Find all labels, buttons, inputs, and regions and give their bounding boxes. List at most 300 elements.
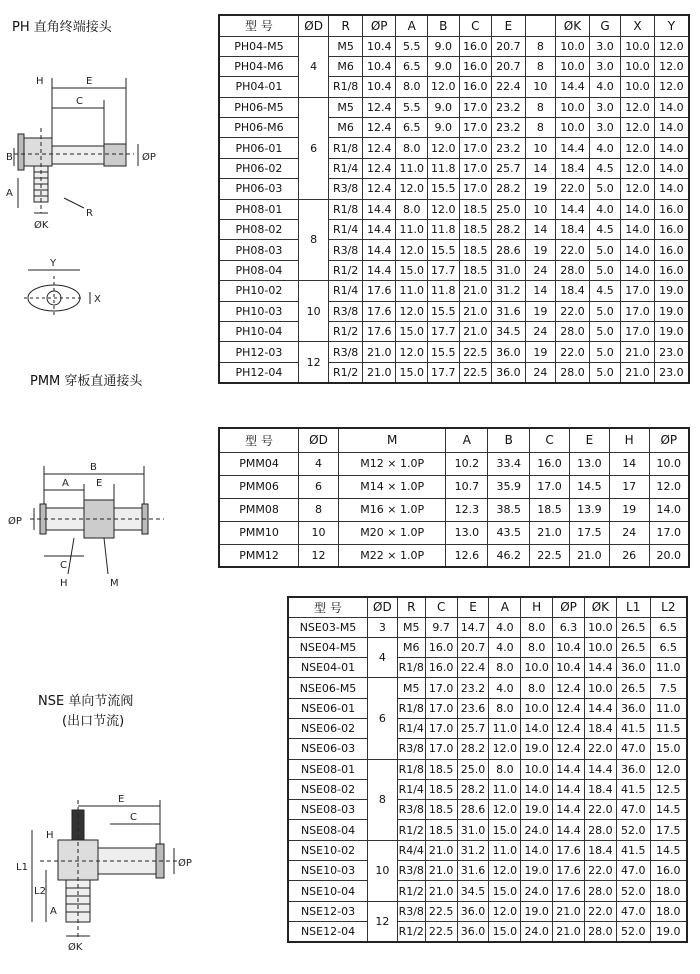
ph-table-row	[219, 301, 689, 321]
ph-table-cell: R1/4	[329, 220, 363, 240]
ph-table-cell: 19.0	[654, 281, 689, 301]
ph-table-cell: 14	[525, 281, 556, 301]
pmm-table-cell: 10.2	[446, 452, 488, 475]
nse-table-cell: 18.4	[584, 779, 616, 799]
ph-table-cell: 34.5	[492, 321, 526, 341]
nse-table-cell: 17.6	[553, 840, 585, 860]
pmm-header-cell: ØD	[299, 428, 339, 452]
nse-table-cell: 10.4	[553, 637, 585, 657]
ph-header-cell	[525, 15, 556, 36]
ph-table-cell: 28.2	[492, 220, 526, 240]
ph-od-cell: 8	[298, 199, 329, 281]
nse-table-row	[288, 840, 687, 860]
nse-table-cell: 18.5	[425, 759, 457, 779]
nse-table-cell: 21.0	[425, 881, 457, 901]
pmm-table-cell: 26	[609, 544, 649, 567]
nse-table-cell: 21.0	[425, 861, 457, 881]
ph-table-cell: 18.5	[459, 220, 492, 240]
ph-label-c: C	[76, 96, 83, 107]
ph-table-cell: 10.0	[621, 56, 655, 76]
nse-table-cell: 14.5	[650, 840, 687, 860]
pmm-table-cell: 35.9	[488, 475, 530, 498]
nse-table-cell: 24.0	[521, 881, 553, 901]
ph-table-cell: 21.0	[459, 301, 492, 321]
ph-table-row	[219, 97, 689, 117]
nse-table-cell: 28.0	[584, 820, 616, 840]
ph-table-cell: PH08-02	[219, 220, 298, 240]
ph-table-row	[219, 77, 689, 97]
nse-table-cell: 4.0	[489, 637, 521, 657]
nse-table-cell: 14.4	[553, 759, 585, 779]
nse-table-cell: 16.0	[425, 658, 457, 678]
nse-header-cell: A	[489, 597, 521, 617]
ph-table-cell: 5.0	[589, 342, 621, 362]
pmm-fitting-drawing	[4, 456, 204, 596]
nse-table-cell: 4.0	[489, 678, 521, 698]
ph-table-cell: 12.4	[362, 179, 396, 199]
ph-table-cell: PH06-M6	[219, 118, 298, 138]
ph-table-row	[219, 118, 689, 138]
ph-label-r: R	[86, 208, 93, 219]
nse-table-cell: 28.2	[457, 739, 489, 759]
ph-table-cell: 18.4	[556, 281, 590, 301]
pmm-table-cell: 12.6	[446, 544, 488, 567]
ph-table-cell: 9.0	[428, 36, 460, 56]
nse-table-cell: 17.0	[425, 718, 457, 738]
ph-table-cell: 31.6	[492, 301, 526, 321]
pmm-label-b: B	[90, 462, 97, 473]
ph-table-cell: 14.0	[654, 118, 689, 138]
nse-table-cell: 7.5	[650, 678, 687, 698]
ph-table-cell: 12.0	[396, 301, 428, 321]
ph-table-cell: 15.5	[428, 179, 460, 199]
ph-label-e: E	[86, 76, 93, 87]
nse-table-cell: 8.0	[521, 617, 553, 637]
ph-table-cell: 9.0	[428, 56, 460, 76]
nse-table-cell: 34.5	[457, 881, 489, 901]
ph-table-cell: 22.0	[556, 342, 590, 362]
ph-od-cell: 10	[298, 281, 329, 342]
ph-table-cell: 12.4	[362, 97, 396, 117]
nse-table-cell: NSE08-04	[288, 820, 368, 840]
pmm-table-cell: M14 × 1.0P	[338, 475, 446, 498]
ph-table-cell: 19	[525, 179, 556, 199]
pmm-table-cell: 17.0	[649, 521, 689, 544]
nse-table-cell: 6.5	[650, 617, 687, 637]
ph-table-cell: 9.0	[428, 118, 460, 138]
ph-table-cell: 8.0	[396, 77, 428, 97]
ph-table-cell: 12.0	[396, 179, 428, 199]
ph-table-cell: 24	[525, 362, 556, 382]
nse-label-l1: L1	[16, 862, 28, 873]
ph-table-cell: 14.4	[556, 138, 590, 158]
nse-header-cell: L2	[650, 597, 687, 617]
nse-header-cell: ØP	[553, 597, 585, 617]
nse-table-cell: 6.5	[650, 637, 687, 657]
pmm-table-cell: 10	[299, 521, 339, 544]
nse-table-cell: 6.3	[553, 617, 585, 637]
nse-table-cell: 12.5	[650, 779, 687, 799]
ph-table-cell: 4.0	[589, 138, 621, 158]
nse-table-cell: 18.0	[650, 881, 687, 901]
ph-table-cell: 24	[525, 260, 556, 280]
ph-table-cell: 14.0	[654, 179, 689, 199]
nse-table-cell: NSE10-03	[288, 861, 368, 881]
ph-table-cell: 8.0	[396, 199, 428, 219]
nse-table-cell: 16.0	[650, 861, 687, 881]
ph-table-cell: R1/8	[329, 138, 363, 158]
nse-table-cell: R3/8	[397, 800, 425, 820]
ph-table-cell: 14.0	[654, 138, 689, 158]
nse-table-cell: 8.0	[521, 678, 553, 698]
nse-table-cell: M5	[397, 678, 425, 698]
nse-table-cell: 28.0	[584, 921, 616, 941]
pmm-table-cell: 38.5	[488, 498, 530, 521]
ph-table-cell: 4.5	[589, 158, 621, 178]
ph-table-cell: 12.0	[654, 77, 689, 97]
nse-label-k: ØK	[68, 942, 83, 953]
pmm-table-cell: 14	[609, 452, 649, 475]
ph-table-cell: 17.7	[428, 260, 460, 280]
pmm-table-cell: 46.2	[488, 544, 530, 567]
ph-table-cell: 15.0	[396, 362, 428, 382]
nse-table-cell: 12.0	[650, 759, 687, 779]
nse-table-cell: 22.0	[584, 901, 616, 921]
ph-table-cell: 8	[525, 118, 556, 138]
ph-od-cell: 6	[298, 97, 329, 199]
ph-table-cell: 12.0	[621, 97, 655, 117]
nse-table-cell: 28.6	[457, 800, 489, 820]
pmm-table-row	[219, 452, 689, 475]
pmm-table-cell: 14.5	[569, 475, 609, 498]
nse-table-cell: 15.0	[489, 820, 521, 840]
ph-table-cell: 11.0	[396, 158, 428, 178]
nse-section-title: NSE 单向节流阀	[38, 694, 134, 709]
nse-table-cell: 47.0	[616, 901, 650, 921]
ph-table-cell: PH08-04	[219, 260, 298, 280]
nse-table-row	[288, 678, 687, 698]
ph-table-cell: 12.0	[621, 158, 655, 178]
ph-table-cell: R1/2	[329, 362, 363, 382]
ph-table-cell: 19	[525, 342, 556, 362]
pmm-header-cell: 型 号	[219, 428, 299, 452]
ph-header-cell: G	[589, 15, 621, 36]
nse-table-cell: 21.0	[425, 840, 457, 860]
pmm-table-cell: 13.9	[569, 498, 609, 521]
ph-table-cell: 15.0	[396, 260, 428, 280]
ph-table-cell: R1/8	[329, 77, 363, 97]
ph-table-cell: 20.7	[492, 36, 526, 56]
pmm-spec-table	[218, 427, 690, 568]
pmm-header-cell: A	[446, 428, 488, 452]
nse-table-row	[288, 637, 687, 657]
nse-table-cell: R1/8	[397, 658, 425, 678]
ph-table-cell: 12.0	[396, 240, 428, 260]
nse-table-row	[288, 901, 687, 921]
pmm-table-cell: 33.4	[488, 452, 530, 475]
nse-table-cell: 18.5	[425, 800, 457, 820]
ph-table-cell: 15.0	[396, 321, 428, 341]
nse-table-cell: R3/8	[397, 739, 425, 759]
pmm-label-h: H	[60, 578, 68, 589]
ph-table-cell: 19	[525, 240, 556, 260]
nse-table-row	[288, 800, 687, 820]
nse-table-cell: 17.5	[650, 820, 687, 840]
nse-table-cell: 16.0	[425, 637, 457, 657]
nse-table-cell: 36.0	[616, 759, 650, 779]
ph-header-cell: ØP	[362, 15, 396, 36]
ph-table-cell: 12.0	[654, 36, 689, 56]
ph-table-cell: 16.0	[654, 220, 689, 240]
nse-table-cell: 23.2	[457, 678, 489, 698]
nse-table-cell: 10.0	[584, 678, 616, 698]
nse-table-cell: 11.0	[489, 840, 521, 860]
ph-table-cell: 21.0	[459, 281, 492, 301]
ph-table-cell: 3.0	[589, 118, 621, 138]
ph-table-cell: 12.0	[621, 138, 655, 158]
nse-table-cell: 15.0	[489, 881, 521, 901]
ph-table-row	[219, 362, 689, 382]
pmm-table-cell: 43.5	[488, 521, 530, 544]
nse-label-h: H	[46, 830, 54, 841]
ph-table-cell: 9.0	[428, 97, 460, 117]
nse-table-row	[288, 779, 687, 799]
ph-fitting-drawing	[4, 48, 194, 378]
ph-table-cell: 18.4	[556, 220, 590, 240]
nse-table-cell: 21.0	[553, 901, 585, 921]
pmm-table-cell: M12 × 1.0P	[338, 452, 446, 475]
pmm-table-cell: 13.0	[569, 452, 609, 475]
nse-table-cell: 8.0	[489, 698, 521, 718]
ph-table-cell: 17.0	[459, 138, 492, 158]
pmm-table-row	[219, 521, 689, 544]
ph-table-cell: PH06-02	[219, 158, 298, 178]
pmm-header-cell: E	[569, 428, 609, 452]
pmm-header-cell: C	[530, 428, 570, 452]
pmm-table-cell: PMM04	[219, 452, 299, 475]
ph-table-cell: 21.0	[621, 362, 655, 382]
ph-table-cell: PH08-01	[219, 199, 298, 219]
nse-table-cell: 11.5	[650, 718, 687, 738]
ph-table-cell: M5	[329, 36, 363, 56]
ph-table-cell: 10.0	[556, 118, 590, 138]
ph-table-cell: M5	[329, 97, 363, 117]
nse-table-cell: 17.0	[425, 678, 457, 698]
ph-table-cell: 14.4	[362, 199, 396, 219]
ph-table-cell: 10	[525, 77, 556, 97]
ph-table-cell: 4.0	[589, 199, 621, 219]
nse-header-cell: 型 号	[288, 597, 368, 617]
ph-table-cell: 15.5	[428, 240, 460, 260]
ph-table-cell: 21.0	[459, 321, 492, 341]
ph-label-x: X	[94, 294, 101, 305]
ph-table-cell: 22.0	[556, 179, 590, 199]
nse-table-cell: 18.5	[425, 820, 457, 840]
pmm-table-cell: 21.0	[530, 521, 570, 544]
pmm-table-cell: 12.3	[446, 498, 488, 521]
ph-table-cell: 18.5	[459, 199, 492, 219]
pmm-table-cell: 22.5	[530, 544, 570, 567]
nse-table-cell: 14.0	[521, 779, 553, 799]
ph-table-cell: PH10-04	[219, 321, 298, 341]
pmm-table-cell: 17.5	[569, 521, 609, 544]
nse-table-cell: 14.5	[650, 800, 687, 820]
nse-valve-drawing	[10, 790, 210, 970]
nse-table-cell: 14.4	[553, 779, 585, 799]
pmm-table-cell: M20 × 1.0P	[338, 521, 446, 544]
nse-table-cell: M6	[397, 637, 425, 657]
nse-table-cell: 26.5	[616, 617, 650, 637]
nse-table-cell: NSE08-02	[288, 779, 368, 799]
ph-table-cell: 17.0	[621, 321, 655, 341]
nse-table-cell: R1/8	[397, 759, 425, 779]
ph-table-cell: 18.4	[556, 158, 590, 178]
nse-table-cell: 9.7	[425, 617, 457, 637]
ph-table-cell: 5.0	[589, 301, 621, 321]
ph-table-cell: 28.2	[492, 179, 526, 199]
nse-table-cell: 24.0	[521, 921, 553, 941]
nse-label-l2: L2	[34, 886, 46, 897]
pmm-header-cell: B	[488, 428, 530, 452]
ph-section-title: PH 直角终端接头	[12, 20, 112, 35]
ph-table-cell: 22.0	[556, 301, 590, 321]
ph-table-cell: 19.0	[654, 301, 689, 321]
ph-table-row	[219, 36, 689, 56]
ph-table-row	[219, 240, 689, 260]
nse-label-e: E	[118, 794, 125, 805]
ph-table-cell: 10.4	[362, 56, 396, 76]
nse-table-cell: NSE06-M5	[288, 678, 368, 698]
ph-table-cell: 15.5	[428, 301, 460, 321]
nse-table-cell: 26.5	[616, 678, 650, 698]
nse-table-cell: NSE10-02	[288, 840, 368, 860]
ph-table-cell: PH04-01	[219, 77, 298, 97]
nse-table-cell: 11.0	[489, 779, 521, 799]
nse-table-row	[288, 617, 687, 637]
nse-label-c: C	[130, 812, 137, 823]
nse-table-cell: 10.0	[584, 617, 616, 637]
nse-table-cell: R1/4	[397, 718, 425, 738]
pmm-table-cell: 12	[299, 544, 339, 567]
ph-table-cell: 21.0	[621, 342, 655, 362]
nse-table-cell: R1/8	[397, 698, 425, 718]
nse-table-row	[288, 718, 687, 738]
ph-table-cell: R1/8	[329, 199, 363, 219]
ph-table-cell: 22.4	[492, 77, 526, 97]
nse-table-cell: 31.2	[457, 840, 489, 860]
ph-table-cell: PH08-03	[219, 240, 298, 260]
nse-table-cell: 41.5	[616, 718, 650, 738]
ph-table-cell: 5.0	[589, 179, 621, 199]
ph-table-cell: 17.6	[362, 281, 396, 301]
ph-label-a: A	[6, 188, 13, 199]
ph-header-cell: X	[621, 15, 655, 36]
pmm-table-cell: 17	[609, 475, 649, 498]
nse-header-cell: E	[457, 597, 489, 617]
nse-table-cell: 14.4	[553, 820, 585, 840]
nse-table-cell: 17.0	[425, 739, 457, 759]
ph-table-cell: 28.6	[492, 240, 526, 260]
ph-table-row	[219, 199, 689, 219]
ph-table-cell: 12.4	[362, 118, 396, 138]
ph-table-cell: 16.0	[459, 36, 492, 56]
ph-table-cell: 14.0	[621, 260, 655, 280]
pmm-table-cell: 8	[299, 498, 339, 521]
ph-table-cell: 17.0	[459, 179, 492, 199]
nse-table-cell: NSE06-03	[288, 739, 368, 759]
ph-table-cell: 23.0	[654, 342, 689, 362]
nse-table-row	[288, 739, 687, 759]
pmm-table-cell: PMM06	[219, 475, 299, 498]
nse-table-cell: NSE10-04	[288, 881, 368, 901]
nse-header-cell: ØK	[584, 597, 616, 617]
ph-table-cell: 22.0	[556, 240, 590, 260]
ph-table-cell: 23.2	[492, 97, 526, 117]
ph-table-cell: R1/4	[329, 281, 363, 301]
ph-table-cell: 4.5	[589, 220, 621, 240]
nse-table-cell: R1/4	[397, 779, 425, 799]
ph-table-cell: 14.4	[362, 240, 396, 260]
ph-table-cell: 10.0	[556, 36, 590, 56]
nse-table-cell: 12.4	[553, 739, 585, 759]
nse-header-cell: H	[521, 597, 553, 617]
ph-table-cell: 23.2	[492, 138, 526, 158]
nse-table-cell: NSE06-02	[288, 718, 368, 738]
ph-table-cell: 3.0	[589, 36, 621, 56]
nse-table-cell: NSE08-01	[288, 759, 368, 779]
nse-table-cell: 12.0	[489, 800, 521, 820]
nse-table-cell: 41.5	[616, 840, 650, 860]
ph-table-cell: 11.8	[428, 220, 460, 240]
ph-table-cell: 12.0	[428, 138, 460, 158]
ph-table-cell: 10.0	[621, 77, 655, 97]
ph-table-cell: 11.8	[428, 158, 460, 178]
pmm-table-row	[219, 475, 689, 498]
ph-table-cell: PH06-03	[219, 179, 298, 199]
ph-table-cell: 17.0	[459, 118, 492, 138]
nse-table-cell: 8.0	[521, 637, 553, 657]
nse-od-cell: 10	[368, 840, 398, 901]
nse-table-cell: 52.0	[616, 820, 650, 840]
nse-table-cell: 24.0	[521, 820, 553, 840]
ph-table-cell: M6	[329, 118, 363, 138]
ph-table-cell: 22.5	[459, 342, 492, 362]
nse-table-cell: 14.7	[457, 617, 489, 637]
nse-table-cell: 52.0	[616, 921, 650, 941]
nse-table-cell: 28.2	[457, 779, 489, 799]
nse-table-cell: 18.4	[584, 840, 616, 860]
ph-table-cell: 31.2	[492, 281, 526, 301]
ph-table-cell: 23.0	[654, 362, 689, 382]
nse-od-cell: 8	[368, 759, 398, 840]
pmm-table-cell: 24	[609, 521, 649, 544]
ph-table-cell: 12.0	[654, 56, 689, 76]
nse-table-cell: R1/2	[397, 921, 425, 941]
ph-od-cell: 4	[298, 36, 329, 97]
ph-header-cell: R	[329, 15, 363, 36]
nse-table-row	[288, 658, 687, 678]
ph-table-cell: 31.0	[492, 260, 526, 280]
nse-table-cell: 12.4	[553, 718, 585, 738]
nse-table-cell: 26.5	[616, 637, 650, 657]
pmm-table-cell: 19	[609, 498, 649, 521]
ph-table-cell: 17.6	[362, 321, 396, 341]
nse-table-cell: 15.0	[650, 739, 687, 759]
ph-table-cell: 36.0	[492, 362, 526, 382]
nse-table-row	[288, 921, 687, 941]
nse-table-cell: 12.0	[489, 739, 521, 759]
nse-table-cell: NSE04-01	[288, 658, 368, 678]
